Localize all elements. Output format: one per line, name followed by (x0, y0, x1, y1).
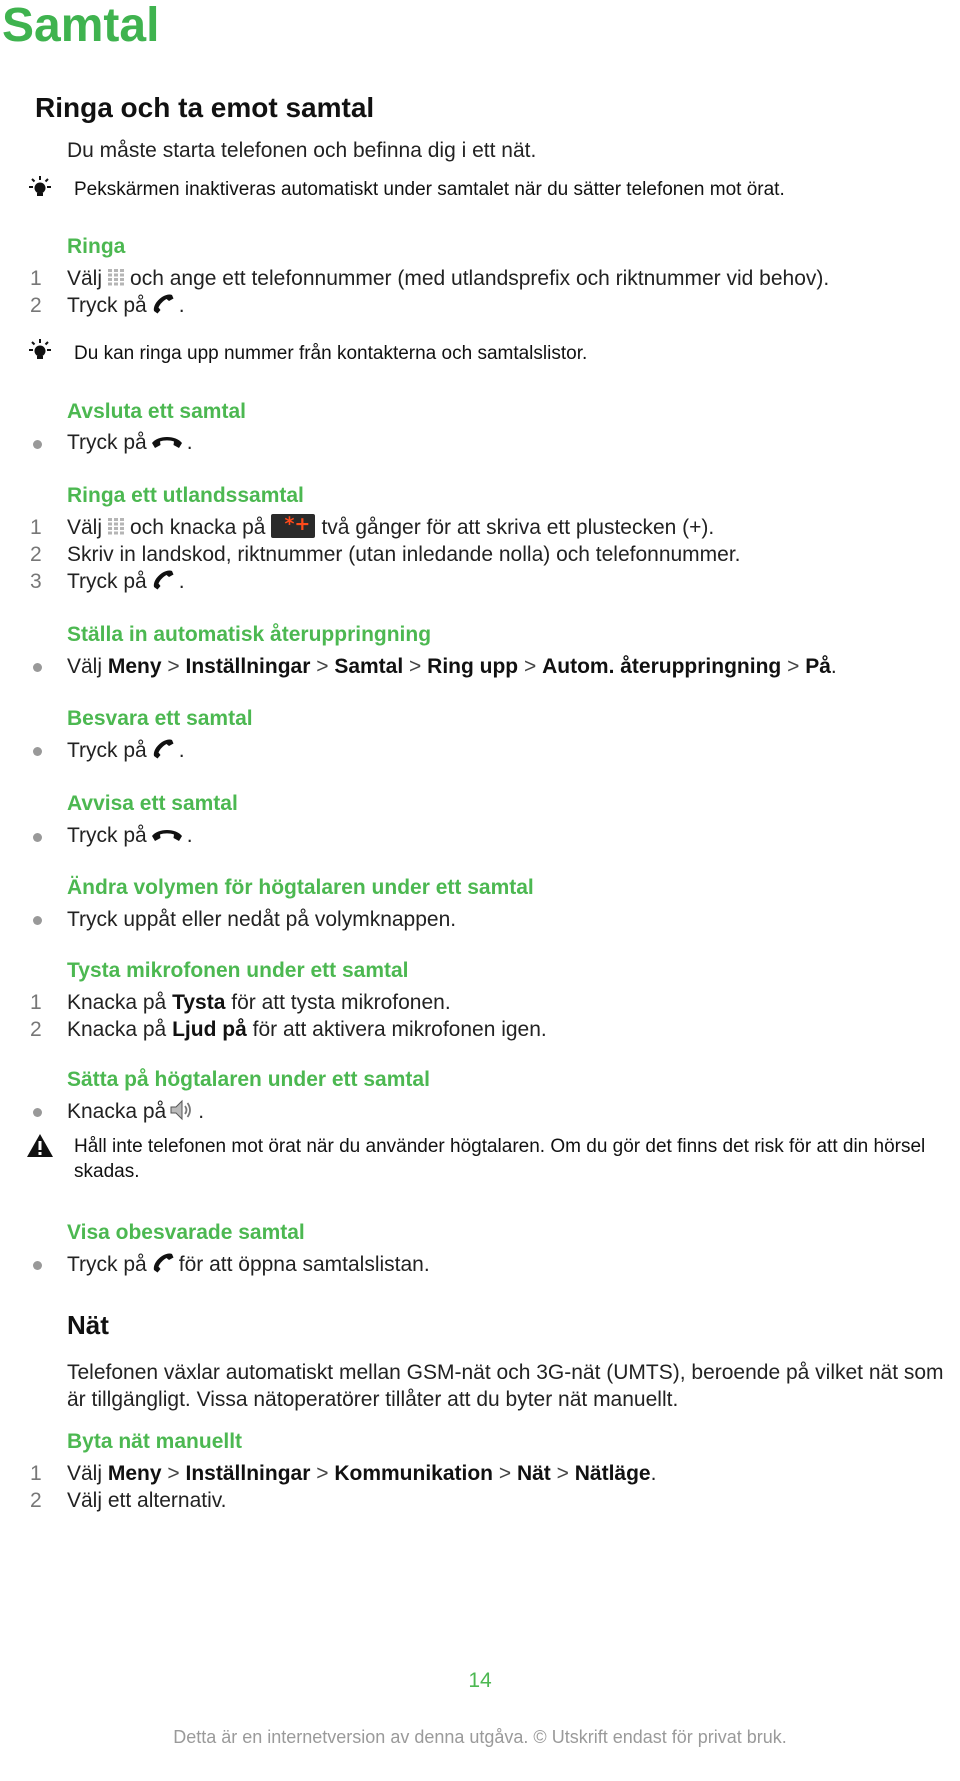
tysta-step-1: Knacka på Tysta för att tysta mikrofonen. (67, 991, 451, 1014)
avsluta-text: Tryck på . (67, 431, 193, 454)
speaker-icon (169, 1098, 195, 1122)
menu-path-item: Kommunikation (334, 1462, 493, 1485)
menu-path-item: Nät (516, 1462, 551, 1485)
subheading-volym: Ändra volymen för högtalaren under ett samtal (67, 876, 534, 899)
star-plus-key-icon: *+ (271, 514, 315, 538)
byta-nat-step-2: Välj ett alternativ. (67, 1489, 227, 1512)
step-text: Knacka på (67, 1100, 167, 1123)
step-text: Tryck på (67, 570, 147, 593)
call-icon (150, 293, 176, 315)
tysta-step-2: Knacka på Ljud på för att aktivera mikrofonen igen. (67, 1018, 547, 1041)
ringa-step-2: Tryck på . (67, 294, 185, 317)
ui-term: Tysta (172, 991, 226, 1014)
subheading-hogtalare: Sätta på högtalaren under ett samtal (67, 1068, 430, 1091)
call-icon (150, 569, 176, 591)
end-call-icon (150, 824, 184, 844)
subheading-aterupp: Ställa in automatisk återuppringning (67, 623, 432, 646)
utland-step-2: Skriv in landskod, riktnummer (utan inledande nolla) och telefonnummer. (67, 543, 741, 566)
step-number: 2 (30, 1018, 42, 1041)
step-number: 1 (30, 516, 42, 539)
menu-path-item: Inställningar (185, 1462, 311, 1485)
keypad-icon (107, 268, 125, 286)
menu-path-item: Autom. återuppringning (542, 655, 782, 678)
step-text: Tryck på (67, 739, 147, 762)
step-number: 2 (30, 1489, 42, 1512)
step-text: och ange ett telefonnummer (med utlandsprefix och riktnummer vid behov). (130, 267, 830, 290)
byta-nat-step-1: Välj Meny > Inställningar > Kommunikation > Nät > Nätläge. (67, 1462, 657, 1485)
call-icon (150, 1252, 176, 1274)
tip-bulb-icon (26, 174, 54, 202)
bullet (33, 1108, 42, 1117)
menu-path-item: Samtal (334, 655, 404, 678)
bullet (33, 663, 42, 672)
utland-step-3: Tryck på . (67, 570, 185, 593)
tip-text: Pekskärmen inaktiveras automatiskt under samtalet när du sätter telefonen mot örat. (74, 179, 785, 200)
bullet (33, 747, 42, 756)
section-heading: Ringa och ta emot samtal (35, 92, 375, 123)
aterupp-path: Välj Meny > Inställningar > Samtal > Ring upp > Autom. återuppringning > På. (67, 655, 837, 678)
step-number: 2 (30, 543, 42, 566)
section-heading: Nät (67, 1310, 109, 1340)
intro-text: Du måste starta telefonen och befinna dig i ett nät. (67, 139, 537, 162)
ui-term: Ljud på (172, 1018, 247, 1041)
step-text: och knacka på (130, 516, 266, 539)
hogtalare-text: Knacka på . (67, 1100, 205, 1123)
nat-paragraph: Telefonen växlar automatiskt mellan GSM-nät och 3G-nät (UMTS), beroende på vilket nät som är tillgängligt. Vissa nätoperatörer tillåter att du byter nät manuellt. (67, 1361, 944, 1411)
step-text: för att öppna samtalslistan. (178, 1253, 430, 1276)
besvara-text: Tryck på . (67, 739, 185, 762)
subheading-obesvarade: Visa obesvarade samtal (67, 1221, 305, 1244)
step-number: 1 (30, 991, 42, 1014)
step-text: Tryck på (67, 294, 147, 317)
volym-text: Tryck uppåt eller nedåt på volymknappen. (67, 908, 457, 931)
tip-bulb-icon (26, 337, 54, 365)
end-call-icon (150, 431, 184, 451)
step-number: 1 (30, 267, 42, 290)
menu-path-item: Meny (107, 655, 162, 678)
bullet (33, 440, 42, 449)
tip-text: Du kan ringa upp nummer från kontakterna och samtalslistor. (74, 343, 588, 364)
step-text: Tryck på (67, 1253, 147, 1276)
step-text: Välj (67, 516, 103, 539)
step-number: 1 (30, 1462, 42, 1485)
step-text: Tryck på (67, 824, 147, 847)
step-number: 3 (30, 570, 42, 593)
bullet (33, 916, 42, 925)
bullet (33, 1261, 42, 1270)
subheading-byta-nat: Byta nät manuellt (67, 1430, 243, 1453)
footer-note: Detta är en internetversion av denna utgåva. © Utskrift endast för privat bruk. (173, 1727, 787, 1747)
page-title: Samtal (2, 0, 160, 52)
menu-path-item: På (805, 655, 831, 678)
obesvarade-text (67, 1253, 430, 1277)
bullet (33, 833, 42, 842)
call-icon (150, 738, 176, 760)
subheading-ringa: Ringa (67, 235, 126, 258)
warning-icon (26, 1133, 54, 1159)
avvisa-text: Tryck på . (67, 824, 193, 847)
menu-path-item: Nätläge (574, 1462, 651, 1485)
subheading-avvisa: Avvisa ett samtal (67, 792, 238, 815)
menu-path-item: Meny (107, 1462, 162, 1485)
subheading-tysta: Tysta mikrofonen under ett samtal (67, 959, 409, 982)
page-number: 14 (468, 1669, 492, 1692)
step-text: två gånger för att skriva ett plustecken (+). (321, 516, 715, 539)
warning-text: Håll inte telefonen mot örat när du använder högtalaren. Om du gör det finns det risk för att din hörsel skadas. (74, 1136, 926, 1182)
step-text: Välj (67, 267, 103, 290)
subheading-utland: Ringa ett utlandssamtal (67, 484, 304, 507)
menu-path-item: Inställningar (185, 655, 311, 678)
utland-step-1 (67, 513, 715, 540)
ringa-step-1 (67, 267, 829, 291)
menu-path-item: Ring upp (427, 655, 519, 678)
subheading-besvara: Besvara ett samtal (67, 707, 253, 730)
subheading-avsluta: Avsluta ett samtal (67, 400, 246, 423)
step-number: 2 (30, 294, 42, 317)
step-text: Tryck på (67, 431, 147, 454)
keypad-icon (107, 517, 125, 535)
